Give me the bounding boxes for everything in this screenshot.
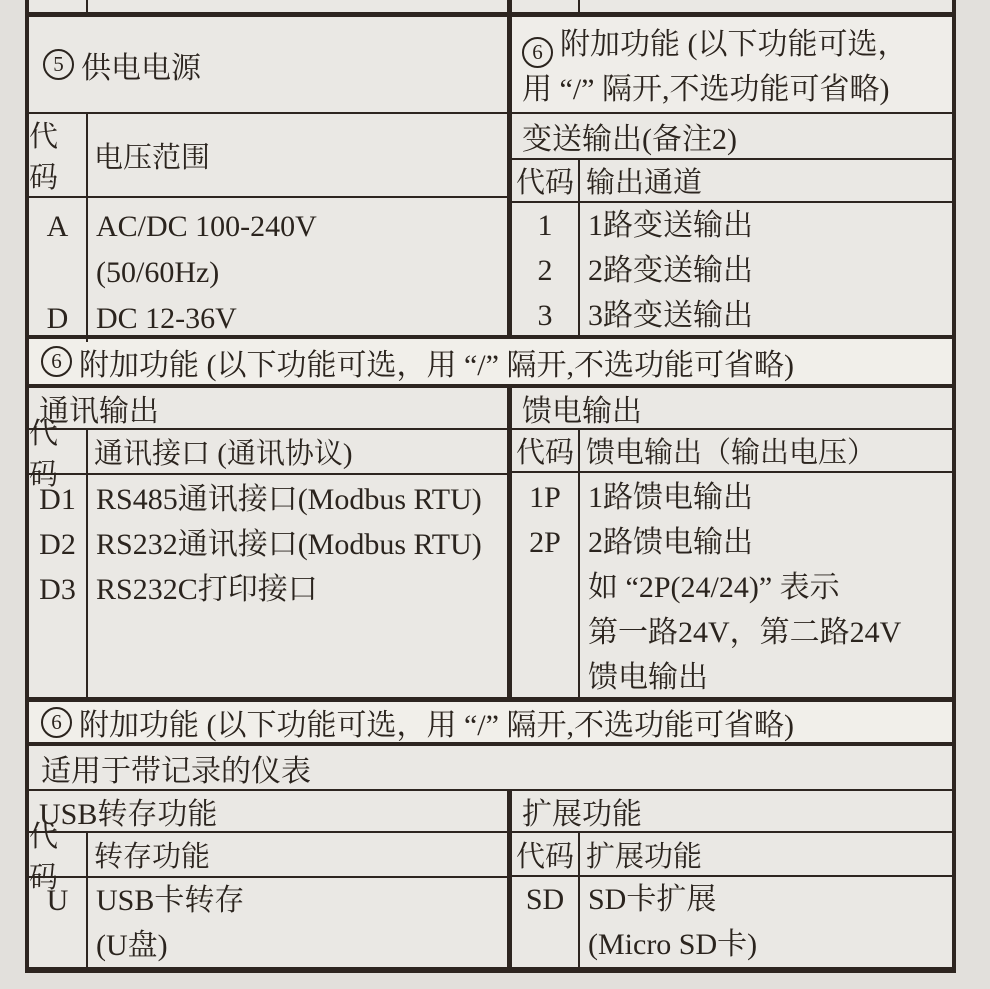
- transmit-value-column: [580, 203, 952, 338]
- code-value: D: [46, 302, 69, 335]
- usb-half: [29, 791, 507, 967]
- voltage-value-column: [88, 198, 507, 342]
- voltage-header-row: [29, 114, 507, 198]
- code-value: A: [46, 210, 69, 243]
- feed-output-title: 馈电输出: [512, 388, 952, 430]
- additional-function-divider-text: 附加功能 (以下功能可选，用 “/” 隔开,不选功能可省略): [79, 709, 794, 742]
- voltage-code-column: [29, 198, 88, 342]
- comm-value: RS485通讯接口(Modbus RTU): [96, 483, 482, 516]
- comm-code-column: [29, 475, 88, 697]
- comm-value-column: [88, 475, 507, 697]
- code-header-cell: 代码: [29, 430, 88, 473]
- expansion-header-row: [512, 833, 952, 877]
- circled-number-6-icon: 6: [522, 37, 553, 68]
- voltage-value: (50/60Hz): [96, 256, 220, 289]
- expansion-value: SD卡扩展: [588, 883, 717, 916]
- voltage-value: DC 12-36V: [96, 302, 237, 335]
- code-value: D3: [39, 573, 76, 606]
- comm-interface-header-cell: 通讯接口 (通讯协议): [94, 438, 353, 470]
- feed-value: 1路馈电输出: [588, 481, 753, 514]
- record-instrument-note: 适用于带记录的仪表: [29, 746, 952, 791]
- power-voltage-section: [29, 114, 952, 339]
- usb-header-row: [29, 820, 507, 894]
- power-source-label: 供电电源: [81, 51, 201, 85]
- transmit-value: 1路变送输出: [588, 209, 753, 242]
- feed-value: 2路馈电输出: [588, 526, 753, 559]
- code-value: 2P: [529, 526, 561, 559]
- code-header-cell: 代码: [512, 833, 580, 875]
- partial-right-code-cell: [512, 0, 580, 12]
- transmit-value: 2路变送输出: [588, 254, 753, 287]
- expansion-code-column: [512, 877, 580, 967]
- additional-function-line2: 用 “/” 隔开,不选功能可省略): [522, 73, 890, 106]
- ordering-code-table: [25, 0, 956, 973]
- expansion-value-column: [580, 877, 952, 967]
- usb-body: [29, 878, 507, 968]
- code-value: SD: [525, 883, 565, 916]
- storage-expansion-section: [29, 791, 952, 967]
- feed-output-header-cell: 馈电输出（输出电压）: [586, 437, 877, 469]
- usb-function-title: USB转存功能: [29, 791, 507, 833]
- expansion-body: [512, 877, 952, 967]
- feed-output-half: [507, 388, 952, 697]
- output-channel-header-cell: 输出通道: [586, 167, 703, 199]
- feed-value: 馈电输出: [588, 661, 708, 694]
- power-source-title: [29, 17, 507, 112]
- feed-value: 如 “2P(24/24)” 表示: [588, 571, 840, 604]
- comm-value: RS232通讯接口(Modbus RTU): [96, 528, 482, 561]
- code-header-cell: 代码: [512, 160, 580, 201]
- expansion-value: (Micro SD卡): [588, 928, 758, 961]
- transmit-value: 3路变送输出: [588, 299, 753, 332]
- code-value: 1P: [529, 481, 561, 514]
- code-value: 2: [537, 254, 553, 287]
- additional-function-line1: 6 附加功能 (以下功能可选，: [522, 23, 948, 68]
- code-header-cell: 代码: [512, 430, 580, 471]
- comm-output-half: [29, 388, 507, 697]
- transmit-header-row: [512, 160, 952, 203]
- dump-function-header-cell: 转存功能: [94, 841, 211, 873]
- code-value: U: [46, 884, 69, 917]
- feed-code-column: [512, 473, 580, 700]
- comm-body: [29, 475, 507, 697]
- circled-number-6-icon: 6: [41, 346, 72, 377]
- voltage-body: [29, 198, 507, 342]
- additional-function-divider-1: [29, 339, 952, 388]
- partial-right-half: [507, 0, 952, 12]
- partial-left-code-cell: [29, 0, 88, 12]
- additional-function-divider-text: 附加功能 (以下功能可选，用 “/” 隔开,不选功能可省略): [79, 348, 794, 382]
- usb-value: USB卡转存: [96, 884, 245, 917]
- comm-header-row: [29, 417, 507, 491]
- transmit-code-column: [512, 203, 580, 338]
- transmit-output-title: 变送输出(备注2): [512, 114, 952, 160]
- feed-value: 第一路24V，第二路24V: [588, 616, 902, 649]
- circled-number-5-icon: 5: [43, 49, 74, 80]
- comm-output-title: 通讯输出: [29, 388, 507, 430]
- usb-value: (U盘): [96, 929, 168, 962]
- code-header-cell: 代码: [29, 114, 88, 196]
- voltage-range-header-cell: 电压范围: [94, 141, 211, 174]
- transmit-output-half: [507, 114, 952, 335]
- code-value: D1: [39, 483, 76, 516]
- partial-left-cell: [88, 0, 507, 12]
- code-header-cell: 代码: [29, 833, 88, 876]
- expansion-half: [507, 791, 952, 967]
- expansion-function-header-cell: 扩展功能: [586, 840, 703, 873]
- usb-code-column: [29, 878, 88, 968]
- usb-value-column: [88, 878, 507, 968]
- feed-body: [512, 473, 952, 700]
- comm-feed-section: [29, 388, 952, 702]
- expansion-function-title: 扩展功能: [512, 791, 952, 833]
- code-value: 1: [537, 209, 553, 242]
- additional-function-title: [507, 17, 952, 112]
- transmit-body: [512, 203, 952, 338]
- voltage-half: [29, 114, 507, 335]
- code-value: 3: [537, 299, 553, 332]
- additional-function-divider-2: [29, 702, 952, 746]
- feed-value-column: [580, 473, 952, 700]
- comm-value: RS232C打印接口: [96, 573, 318, 606]
- feed-header-row: [512, 430, 952, 473]
- partial-top-row: [29, 0, 952, 17]
- voltage-value: AC/DC 100-240V: [96, 210, 317, 243]
- circled-number-6-icon: 6: [41, 707, 72, 738]
- power-header-row: [29, 17, 952, 114]
- code-value: D2: [39, 528, 76, 561]
